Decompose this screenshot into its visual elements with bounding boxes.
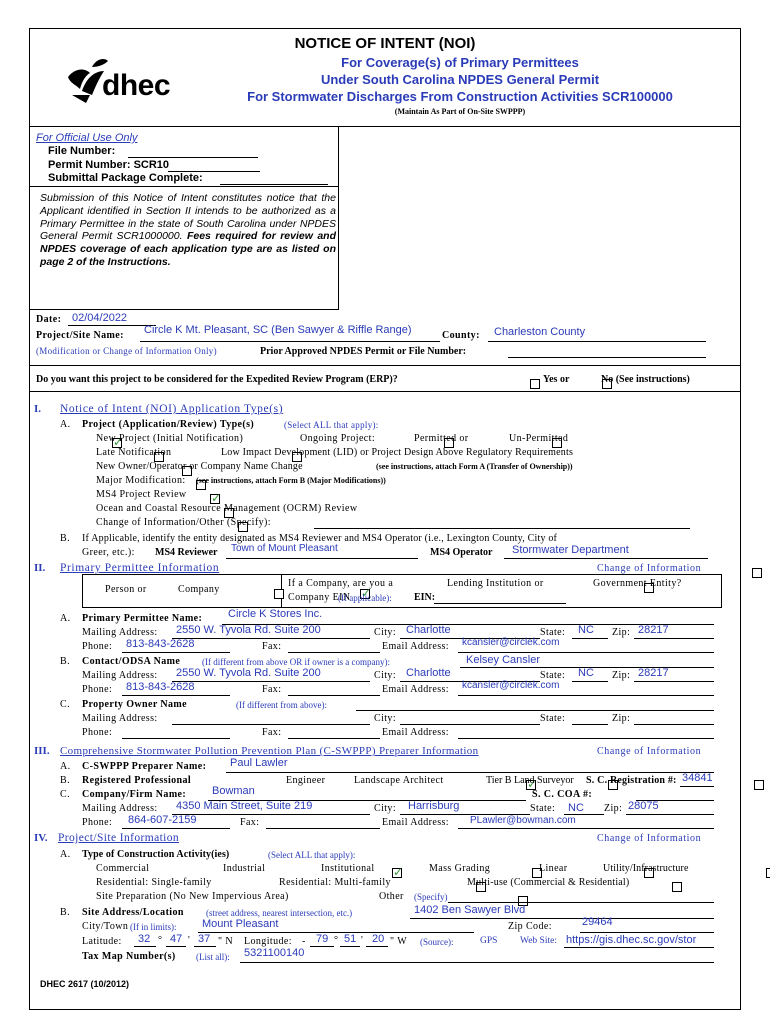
mailing-label-s3: Mailing Address: bbox=[82, 803, 158, 814]
mass-grading-checkbox[interactable] bbox=[766, 868, 770, 878]
unpermitted-label: Un-Permitted bbox=[509, 433, 569, 444]
city-value-s3[interactable]: Harrisburg bbox=[408, 800, 460, 812]
phone-label-c: Phone: bbox=[82, 727, 113, 738]
mailing-value-a[interactable]: 2550 W. Tyvola Rd. Suite 200 bbox=[176, 624, 321, 636]
source-label: (Source): bbox=[420, 937, 454, 947]
project-name-value[interactable]: Circle K Mt. Pleasant, SC (Ben Sawyer & Riffle Range) bbox=[144, 324, 412, 336]
ongoing-label: Ongoing Project: bbox=[300, 433, 376, 444]
subtitle-3: For Stormwater Discharges From Construction Activities SCR100000 bbox=[247, 89, 673, 104]
official-use-title: For Official Use Only bbox=[36, 132, 138, 144]
dhec-logo bbox=[62, 55, 187, 107]
s1-b-text2: Greer, etc.): bbox=[82, 547, 135, 558]
project-name-label: Project/Site Name: bbox=[36, 330, 124, 341]
dhec-logo-text: dhec bbox=[102, 69, 171, 102]
intro-bold: Fees required for review and NPDES coverage of each application type are as listed on page 2 of the Instructions. bbox=[40, 230, 336, 268]
city-value-a[interactable]: Charlotte bbox=[406, 624, 451, 636]
preparer-value[interactable]: Paul Lawler bbox=[230, 757, 288, 769]
major-mod-note: (see instructions, attach Form B (Major Modifications)) bbox=[196, 476, 386, 485]
s4-change-info-label: Change of Information bbox=[597, 833, 702, 844]
s2-b-label: B. bbox=[60, 656, 70, 667]
email-value-b[interactable]: kcansler@circlek.com bbox=[462, 680, 560, 691]
intro-normal: Submission of this Notice of Intent constitutes notice that the Applicant identified in Section II intends to be authorized as a Primary Permittee in the state of South Carolina under NPDES General Permit SCR1000000. bbox=[40, 192, 336, 243]
gps-label: GPS bbox=[480, 936, 498, 946]
other-label: Other bbox=[379, 891, 404, 902]
if-company-label: If a Company, are you a bbox=[288, 578, 394, 589]
phone-value-b[interactable]: 813-843-2628 bbox=[126, 681, 195, 693]
company-label: Company bbox=[178, 584, 220, 595]
tax-map-label: Tax Map Number(s) bbox=[82, 951, 176, 962]
state-label-s3: State: bbox=[530, 803, 556, 814]
if-applicable-note: (If applicable): bbox=[338, 593, 392, 603]
institutional-label: Institutional bbox=[321, 863, 375, 874]
city-label-s3: City: bbox=[374, 803, 397, 814]
zip-code-value[interactable]: 29464 bbox=[582, 916, 613, 928]
s3-c-label: C. bbox=[60, 789, 70, 800]
zip-label-b: Zip: bbox=[612, 670, 631, 681]
modification-note: (Modification or Change of Information Only) bbox=[36, 346, 217, 356]
tier-b-label: Tier B Land Surveyor bbox=[486, 775, 574, 786]
subtitle-1: For Coverage(s) of Primary Permittees bbox=[341, 55, 579, 70]
change-other-label: Change of Information/Other (Specify): bbox=[96, 517, 271, 528]
site-address-label: Site Address/Location bbox=[82, 907, 184, 918]
contact-note: (If different from above OR if owner is a company): bbox=[202, 657, 391, 667]
email-value-s3[interactable]: PLawler@bowman.com bbox=[470, 815, 576, 826]
erp-yes-checkbox[interactable] bbox=[530, 379, 540, 389]
primary-name-label: Primary Permittee Name: bbox=[82, 613, 203, 624]
mass-grading-label: Mass Grading bbox=[429, 863, 491, 874]
multi-use-label: Multi-use (Commercial & Residential) bbox=[467, 877, 630, 888]
file-number-label: File Number: bbox=[48, 145, 116, 157]
lat-min-value[interactable]: 47 bbox=[170, 933, 183, 945]
email-label-a: Email Address: bbox=[382, 641, 449, 652]
zip-code-label: Zip Code: bbox=[508, 921, 552, 932]
swppp-note: (Maintain As Part of On-Site SWPPP) bbox=[394, 107, 526, 116]
state-value-a[interactable]: NC bbox=[578, 624, 594, 636]
specify-note: (Specify) bbox=[414, 892, 448, 902]
s2-a-label: A. bbox=[60, 613, 71, 624]
state-label-a: State: bbox=[540, 627, 566, 638]
fax-label-a: Fax: bbox=[262, 641, 282, 652]
county-value[interactable]: Charleston County bbox=[494, 326, 586, 338]
web-site-value[interactable]: https://gis.dhec.sc.gov/stor bbox=[566, 934, 697, 946]
date-value[interactable]: 02/04/2022 bbox=[72, 312, 128, 324]
mailing-label-c: Mailing Address: bbox=[82, 713, 158, 724]
fax-label-s3: Fax: bbox=[240, 817, 260, 828]
utility-label: Utility/Infrastructure bbox=[603, 863, 689, 874]
phone-value-s3[interactable]: 864-607-2159 bbox=[128, 814, 197, 826]
zip-label-s3: Zip: bbox=[604, 803, 623, 814]
email-label-b: Email Address: bbox=[382, 684, 449, 695]
city-label-c: City: bbox=[374, 713, 397, 724]
fax-label-c: Fax: bbox=[262, 727, 282, 738]
city-value-b[interactable]: Charlotte bbox=[406, 667, 451, 679]
email-value-a[interactable]: kcansler@circlek.com bbox=[462, 637, 560, 648]
mailing-label-a: Mailing Address: bbox=[82, 627, 158, 638]
s1-b-text: If Applicable, identify the entity designated as MS4 Reviewer and MS4 Operator (i.e., Lexington County, City of bbox=[82, 533, 558, 544]
phone-value-a[interactable]: 813-843-2628 bbox=[126, 638, 195, 650]
mailing-value-s3[interactable]: 4350 Main Street, Suite 219 bbox=[176, 800, 313, 812]
erp-yes-label: Yes or bbox=[543, 374, 570, 385]
site-address-note: (street address, nearest intersection, etc.) bbox=[206, 908, 353, 918]
linear-label: Linear bbox=[539, 863, 568, 874]
city-label-a: City: bbox=[374, 627, 397, 638]
sc-reg-label: S. C. Registration #: bbox=[586, 775, 677, 786]
owner-note: (If different from above): bbox=[236, 700, 328, 710]
lon-min-value[interactable]: 51 bbox=[344, 933, 357, 945]
tax-map-value[interactable]: 5321100140 bbox=[244, 947, 305, 959]
page-title: NOTICE OF INTENT (NOI) bbox=[294, 35, 476, 52]
prior-permit-label: Prior Approved NPDES Permit or File Number: bbox=[260, 346, 467, 357]
s3-b-label: B. bbox=[60, 775, 70, 786]
major-mod-label: Major Modification: bbox=[96, 475, 186, 486]
company-ein-label: Company EIN bbox=[288, 592, 351, 603]
person-label: Person or bbox=[105, 584, 147, 595]
ocrm-label: Ocean and Coastal Resource Management (OCRM) Review bbox=[96, 503, 358, 514]
fax-label-b: Fax: bbox=[262, 684, 282, 695]
state-label-c: State: bbox=[540, 713, 566, 724]
commercial-checkbox[interactable] bbox=[392, 868, 402, 878]
section-2-number: II. bbox=[34, 562, 46, 574]
s1-b-label: B. bbox=[60, 533, 70, 544]
s3-a-label: A. bbox=[60, 761, 71, 772]
new-owner-note: (see instructions, attach Form A (Transfer of Ownership)) bbox=[376, 462, 573, 471]
zip-label-c: Zip: bbox=[612, 713, 631, 724]
city-town-label: City/Town bbox=[82, 921, 129, 932]
engineer-label: Engineer bbox=[286, 775, 326, 786]
zip-value-a[interactable]: 28217 bbox=[638, 624, 669, 636]
permitted-label: Permitted or bbox=[414, 433, 469, 444]
state-value-s3[interactable]: NC bbox=[568, 802, 584, 814]
form-id: DHEC 2617 (10/2012) bbox=[40, 979, 130, 989]
s2-change-info-checkbox[interactable] bbox=[752, 568, 762, 578]
ein-label: EIN: bbox=[414, 592, 436, 603]
date-label: Date: bbox=[36, 314, 62, 325]
city-town-note: (If in limits): bbox=[130, 922, 177, 932]
res-multi-label: Residential: Multi-family bbox=[279, 877, 391, 888]
state-label-b: State: bbox=[540, 670, 566, 681]
new-project-label: New Project (Initial Notification) bbox=[96, 433, 244, 444]
ms4-operator-value[interactable]: Stormwater Department bbox=[512, 544, 629, 556]
contact-value[interactable]: Kelsey Cansler bbox=[466, 654, 540, 666]
email-label-s3: Email Address: bbox=[382, 817, 449, 828]
lid-label: Low Impact Development (LID) or Project Design Above Regulatory Requirements bbox=[221, 447, 574, 458]
ms4-reviewer-value[interactable]: Town of Mount Pleasant bbox=[231, 543, 338, 554]
primary-name-value[interactable]: Circle K Stores Inc. bbox=[228, 608, 323, 620]
state-value-b[interactable]: NC bbox=[578, 667, 594, 679]
ms4-reviewer-label: MS4 Reviewer bbox=[155, 547, 218, 558]
subtitle-2: Under South Carolina NPDES General Permit bbox=[320, 72, 600, 87]
tax-map-note: (List all): bbox=[196, 952, 230, 962]
ms4-operator-label: MS4 Operator bbox=[430, 547, 493, 558]
lon-deg-value[interactable]: 79 bbox=[316, 933, 329, 945]
erp-question: Do you want this project to be considered for the Expedited Review Program (ERP)? bbox=[36, 374, 398, 385]
noi-form-page: dhec NOTICE OF INTENT (NOI) For Coverage(s) of Primary Permittees Under South Carolina NPDES General Permit For Stormwater Discharges From Construction Activities SCR100000 (Maintain As Part of On-Site SWPPP) For Official Use Only File Number: Permit Number: SCR10 Submittal Package Complete: Submission of this Notice of Intent constitutes notice that the Applicant identified in Section II intends to be authorized as a Primary Permittee in the state of South Carolina under NPDES General Permit SCR1000000. Fees required for review and NPDES coverage of each application type are as listed on page 2 of the Instructions. Date: 02/04/2022 Project/Site Name: Circle K Mt. Pleasant, SC (Ben Sawyer & Riffle Range) County: Charleston County (Modification or Change of Information Only) Prior Approved NPDES Permit or File Number: Do you want this project to be considered for the Expedited Review Program (ERP)? Yes or No (See instructions) I. Notice of Intent (NOI) Application Type(s) A. Project (Application/Review) Type(s) (Select ALL that apply): ✓ New Project (Initial Notification) Ongoing Project: Permitted or Un-Permitted Late Notification Low Impact Development (LID) or Project Design Above Regulatory Requirements New Owner/Operator or Company Name Change (see instructions, attach Form A (Transfer of Ownership)) Major Modification: (see instructions, attach Form B (Major Modifications)) ✓ MS4 Project Review Ocean and Coastal Resource Management (OCRM) Review Change of Information/Other (Specify): B. If Applicable, identify the entity designated as MS4 Reviewer and MS4 Operator (i.e., Lexington County, City of Greer, etc.): MS4 Reviewer Town of Mount Pleasant MS4 Operator Stormwater Department II. Primary Permittee Information Change of Information Person or ✓ Company If a Company, are you a Lending Institution or Government Entity? Company EIN (If applicable): EIN: A. Primary Permittee Name: Circle K Stores Inc. Mailing Address: 2550 W. Tyvola Rd. Suite 200 City: Charlotte State: NC Zip: 28217 Phone: 813-843-2628 Fax: Email Address: kcansler@circlek.com B. Contact/ODSA Name (If different from above OR if owner is a company): Kelsey Cansler Mailing Address: 2550 W. Tyvola Rd. Suite 200 City: Charlotte State: NC Zip: 28217 Phone: 813-843-2628 Fax: Email Address: kcansler@circlek.com C. Property Owner Name (If different from above): Mailing Address: City: State: Zip: Phone: Fax: Email Address: III. Comprehensive Stormwater Pollution Prevention Plan (C-SWPPP) Preparer Information Change of Information A. C-SWPPP Preparer Name: Paul Lawler B. Registered Professional ✓ Engineer Landscape Architect Tier B Land Surveyor S. C. Registration #: 34841 C. Company/Firm Name: Bowman S. C. COA #: Mailing Address: 4350 Main Street, Suite 219 City: Harrisburg State: NC Zip: 28075 Phone: 864-607-2159 Fax: Email Address: PLawler@bowman.com IV. Project/Site Information Change of Information A. Type of Construction Activity(ies) (Select ALL that apply): ✓ Commercial Industrial Institutional Mass Grading Linear Utility/Infrastructure Residential: Single-family Residential: Multi-family Multi-use (Commercial & Residential) Site Preparation (No New Impervious Area) Other (Specify) B. Site Address/Location (street address, nearest intersection, etc.) 1402 Ben Sawyer Blvd City/Town (If in limits): Mount Pleasant Zip Code: 29464 Latitude: 32 ° 47 ' 37 " N Longitude: - 79 ° 51 ' 20 " W (Source): GPS Web Site: https://gis.dhec.sc.gov/stor Tax Map Number(s) (List all): 5321100140 DHEC 2617 (10/2012) bbox=[29, 28, 741, 1010]
lat-deg-value[interactable]: 32 bbox=[138, 933, 151, 945]
phone-label-b: Phone: bbox=[82, 684, 113, 695]
preparer-label: C-SWPPP Preparer Name: bbox=[82, 761, 207, 772]
permit-number-label: Permit Number: SCR10 bbox=[48, 159, 170, 171]
owner-label: Property Owner Name bbox=[82, 699, 187, 710]
latitude-label: Latitude: bbox=[82, 936, 122, 947]
reg-prof-label: Registered Professional bbox=[82, 775, 192, 786]
mailing-value-b[interactable]: 2550 W. Tyvola Rd. Suite 200 bbox=[176, 667, 321, 679]
city-label-b: City: bbox=[374, 670, 397, 681]
coa-label: S. C. COA #: bbox=[532, 789, 593, 800]
section-3-title: Comprehensive Stormwater Pollution Prevention Plan (C-SWPPP) Preparer Information bbox=[60, 745, 479, 757]
new-owner-label: New Owner/Operator or Company Name Change bbox=[96, 461, 303, 472]
phone-label-a: Phone: bbox=[82, 641, 113, 652]
longitude-label: Longitude: bbox=[244, 936, 292, 947]
tier-b-checkbox[interactable] bbox=[754, 780, 764, 790]
city-town-value[interactable]: Mount Pleasant bbox=[202, 918, 279, 930]
section-3-number: III. bbox=[34, 745, 50, 757]
s3-change-info-label: Change of Information bbox=[597, 746, 702, 757]
section-4-title: Project/Site Information bbox=[58, 832, 180, 844]
lat-sec-value[interactable]: 37 bbox=[198, 933, 211, 945]
s1-a-text: Project (Application/Review) Type(s) bbox=[82, 419, 255, 430]
web-site-label: Web Site: bbox=[520, 936, 557, 946]
gov-entity-label: Government Entity? bbox=[593, 578, 682, 589]
ms4-review-label: MS4 Project Review bbox=[96, 489, 187, 500]
zip-label-a: Zip: bbox=[612, 627, 631, 638]
section-2-title: Primary Permittee Information bbox=[60, 562, 220, 574]
s2-change-info-label: Change of Information bbox=[597, 563, 702, 574]
section-1-title: Notice of Intent (NOI) Application Type(s) bbox=[60, 403, 284, 415]
construction-type-label: Type of Construction Activity(ies) bbox=[82, 849, 230, 860]
s1-a-label: A. bbox=[60, 419, 71, 430]
construction-type-note: (Select ALL that apply): bbox=[268, 850, 356, 860]
zip-value-s3[interactable]: 28075 bbox=[628, 800, 659, 812]
submittal-label: Submittal Package Complete: bbox=[48, 172, 203, 184]
section-1-number: I. bbox=[34, 403, 42, 415]
phone-label-s3: Phone: bbox=[82, 817, 113, 828]
email-label-c: Email Address: bbox=[382, 727, 449, 738]
site-prep-label: Site Preparation (No New Impervious Area) bbox=[96, 891, 289, 902]
section-4-number: IV. bbox=[34, 832, 48, 844]
contact-label: Contact/ODSA Name bbox=[82, 656, 181, 667]
late-notification-label: Late Notification bbox=[96, 447, 172, 458]
mailing-label-b: Mailing Address: bbox=[82, 670, 158, 681]
intro-text bbox=[40, 192, 336, 269]
company-firm-label: Company/Firm Name: bbox=[82, 789, 187, 800]
zip-value-b[interactable]: 28217 bbox=[638, 667, 669, 679]
company-firm-value[interactable]: Bowman bbox=[212, 785, 255, 797]
sc-reg-value[interactable]: 34841 bbox=[682, 772, 713, 784]
res-multi-checkbox[interactable] bbox=[672, 882, 682, 892]
lat-dir: " N bbox=[218, 936, 234, 947]
industrial-label: Industrial bbox=[223, 863, 266, 874]
lon-dir: " W bbox=[390, 936, 408, 947]
site-address-value[interactable]: 1402 Ben Sawyer Blvd bbox=[414, 904, 526, 916]
s2-c-label: C. bbox=[60, 699, 70, 710]
erp-no-label: No (See instructions) bbox=[601, 374, 690, 385]
commercial-label: Commercial bbox=[96, 863, 150, 874]
lon-sec-value[interactable]: 20 bbox=[372, 933, 385, 945]
s1-a-note: (Select ALL that apply): bbox=[284, 420, 379, 430]
s4-b-label: B. bbox=[60, 907, 70, 918]
landscape-label: Landscape Architect bbox=[354, 775, 444, 786]
res-single-label: Residential: Single-family bbox=[96, 877, 212, 888]
s4-a-label: A. bbox=[60, 849, 71, 860]
lending-label: Lending Institution or bbox=[447, 578, 544, 589]
county-label: County: bbox=[442, 330, 480, 341]
